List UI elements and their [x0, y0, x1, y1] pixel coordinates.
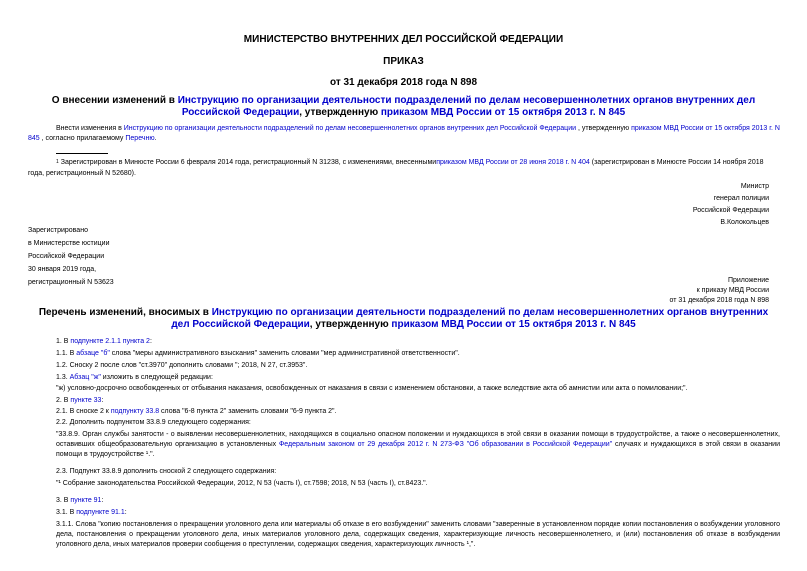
- item-1-3: 1.3. Абзац "ж" изложить в следующей редакции:: [56, 374, 213, 381]
- education-law-link[interactable]: Федеральным законом от 29 декабря 2012 г. N 273-ФЗ "Об образовании в Российской Федерации": [278, 441, 613, 448]
- appendix-block: Приложение к приказу МВД России от 31 декабря 2018 года N 898: [669, 277, 769, 304]
- item-1-2: 1.2. Сноску 2 после слов "ст.3970" дополнить словами "; 2018, N 27, ст.3953".: [56, 362, 308, 369]
- item-1-1: 1.1. В абзаце "б" слова "меры административного взыскания" заменить словами "мер административной ответственности".: [56, 350, 460, 357]
- signature-block: Министр генерал полиции Российской Федерации В.Колокольцев: [692, 183, 769, 226]
- doc-type: ПРИКАЗ: [383, 56, 424, 67]
- footnote-divider: [56, 153, 108, 154]
- item-2-link[interactable]: пункте 33: [70, 397, 102, 404]
- order-404-link[interactable]: приказом МВД России от 28 июня 2018 г. N 404: [436, 159, 590, 166]
- intro-instruction-link[interactable]: Инструкцию по организации деятельности подразделений по делам несовершеннолетних органов внутренних дел Российской Федерации: [123, 125, 577, 132]
- order-845-link[interactable]: приказом МВД России от 15 октября 2013 г. N 845: [380, 107, 626, 118]
- item-1-link[interactable]: подпункте 2.1.1 пункта 2: [70, 338, 150, 345]
- ministry-heading: МИНИСТЕРСТВО ВНУТРЕННИХ ДЕЛ РОССИЙСКОЙ ФЕДЕРАЦИИ: [243, 34, 564, 45]
- doc-date: от 31 декабря 2018 года N 898: [329, 77, 478, 88]
- list-order-link[interactable]: приказом МВД России от 15 октября 2013 г. N 845: [391, 319, 636, 330]
- item-2-3-quote: "¹ Собрание законодательства Российской Федерации, 2012, N 53 (часть I), ст.7598; 2018, N 53 (часть I), ст.8423.".: [56, 480, 428, 487]
- intro-order-link[interactable]: приказом МВД России от 15 октября 2013 г. N 845: [28, 125, 780, 142]
- intro-paragraph: Внести изменения в Инструкцию по организации деятельности подразделений по делам несовершеннолетних органов внутренних дел Российской Федерации , утвержденную приказом МВД России от 15 октября 2013 г. N 845 , согласно прилагаемому Перечню.: [28, 125, 780, 142]
- item-2-2-quote: "33.8.9. Орган службы занятости - о выявлении несовершеннолетних, находящихся в социально опасном положении и нуждающихся в этой связи в оказании помощи в трудоустройстве, а также о несовершеннолетних, оставивших общеобразовательную организацию в установленных Федеральным законом от 29 декабря 2012 г. N 273-ФЗ "Об образовании в Российской Федерации" случаях и нуждающихся в этой связи в оказании помощи в трудоустройстве ¹.".: [56, 431, 780, 458]
- instruction-link[interactable]: Инструкцию по организации деятельности подразделений по делам несовершеннолетних органов внутренних дел Российской Федерации: [177, 95, 756, 118]
- list-title: Перечень изменений, вносимых в Инструкцию по организации деятельности подразделений по делам несовершеннолетних органов внутренних дел Российской Федерации, утвержденную приказом МВД России от 15 октября 2013 г. N 845: [38, 307, 769, 330]
- item-1-3-quote: "ж) условно-досрочно освобожденных от отбывания наказания, освобожденных от наказания в связи с изменением обстановки, а также вследствие акта об амнистии или акта о помиловании;".: [56, 385, 688, 392]
- item-3-1-link[interactable]: подпункте 91.1: [76, 509, 125, 516]
- item-1: 1. В подпункте 2.1.1 пункта 2:: [56, 338, 152, 345]
- item-2-1: 2.1. В сноске 2 к подпункту 33.8 слова "6-8 пункта 2" заменить словами "6-9 пункта 2".: [56, 408, 337, 415]
- item-2-2: 2.2. Дополнить подпунктом 33.8.9 следующего содержания:: [56, 419, 251, 426]
- doc-title: О внесении изменений в Инструкцию по организации деятельности подразделений по делам несовершеннолетних органов внутренних дел Российской Федерации, утвержденную приказом МВД России от 15 октября 2013 г. N 845: [51, 95, 756, 118]
- footnote-text: $^1$ Зарегистрирован в Минюсте России 6 февраля 2014 года, регистрационный N 31238, с изменениями, внесеннымиприказом МВД России от 28 июня 2018 г. N 404 (зарегистрирован в Минюсте России 14 ноября 2018 года, регистрационный N 52680).: [28, 159, 764, 177]
- item-3-link[interactable]: пункте 91: [70, 497, 102, 504]
- list-instruction-link[interactable]: Инструкцию по организации деятельности подразделений по делам несовершеннолетних органов внутренних дел Российской Федерации: [171, 307, 769, 330]
- item-3-1-1: 3.1.1. Слова "копию постановления о прекращении уголовного дела или материалы об отказе в его возбуждении" заменить словами "заверенные в установленном порядке копии постановления о возбуждении уголовного дела, постановления о прекращении уголовного дела, иных материалов уголовного дела, содержащих сведения, характеризующие личность несовершеннолетнего, и (или) постановления об отказе в возбуждении уголовного дела, иных материалов проверки сообщения о преступлении, содержащих сведения, характеризующих личность ¹,".: [56, 521, 780, 548]
- item-1-1-link[interactable]: абзаце "б": [76, 350, 110, 357]
- registration-block: Зарегистрировано в Министерстве юстиции Российской Федерации 30 января 2019 года, регистрационный N 53623: [28, 227, 114, 286]
- item-3-1: 3.1. В подпункте 91.1:: [56, 509, 127, 516]
- list-link[interactable]: Перечню: [125, 135, 155, 142]
- item-3: 3. В пункте 91:: [56, 497, 104, 504]
- item-1-3-link[interactable]: Абзац "ж": [69, 374, 101, 381]
- item-2-3: 2.3. Подпункт 33.8.9 дополнить сноской 2 следующего содержания:: [56, 468, 277, 475]
- item-2-1-link[interactable]: подпункту 33.8: [110, 408, 160, 415]
- item-2: 2. В пункте 33:: [56, 397, 104, 404]
